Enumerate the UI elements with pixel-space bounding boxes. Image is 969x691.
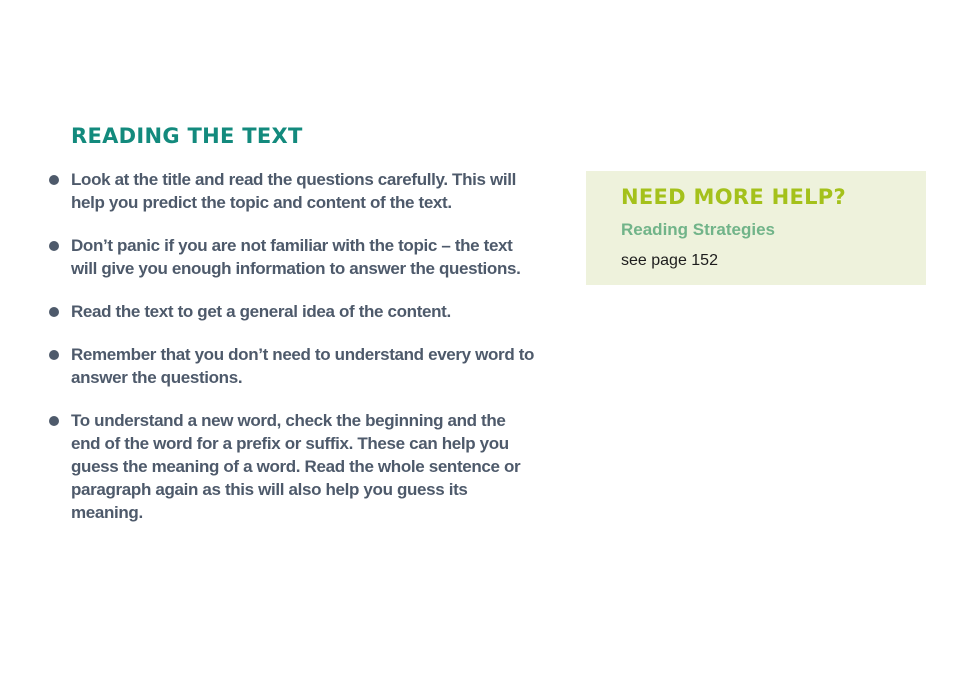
bullet-icon bbox=[49, 241, 59, 251]
help-box bbox=[586, 171, 926, 285]
bullet-icon bbox=[49, 307, 59, 317]
tip-text: Read the text to get a general idea of the content. bbox=[71, 302, 451, 321]
help-box-page-reference: see page 152 bbox=[621, 252, 718, 269]
tip-text: Don’t panic if you are not familiar with the topic – the text will give you enough information to answer the questions. bbox=[71, 236, 521, 278]
tip-item bbox=[49, 409, 539, 524]
help-box-subtitle: Reading Strategies bbox=[621, 220, 775, 239]
tip-item bbox=[49, 234, 539, 280]
tip-item bbox=[49, 300, 539, 323]
bullet-icon bbox=[49, 175, 59, 185]
tip-text: Look at the title and read the questions carefully. This will help you predict the topic and content of the text. bbox=[71, 170, 516, 212]
help-box-title: NEED MORE HELP? bbox=[621, 185, 846, 209]
section-heading: READING THE TEXT bbox=[71, 124, 303, 148]
tip-text: Remember that you don’t need to understand every word to answer the questions. bbox=[71, 345, 535, 387]
tip-item bbox=[49, 168, 539, 214]
tip-text: To understand a new word, check the beginning and the end of the word for a prefix or suffix. These can help you guess the meaning of a word. Read the whole sentence or paragraph again as this will also help you guess its meaning. bbox=[71, 411, 521, 522]
tips-list bbox=[49, 168, 539, 544]
bullet-icon bbox=[49, 416, 59, 426]
tip-item bbox=[49, 343, 539, 389]
bullet-icon bbox=[49, 350, 59, 360]
